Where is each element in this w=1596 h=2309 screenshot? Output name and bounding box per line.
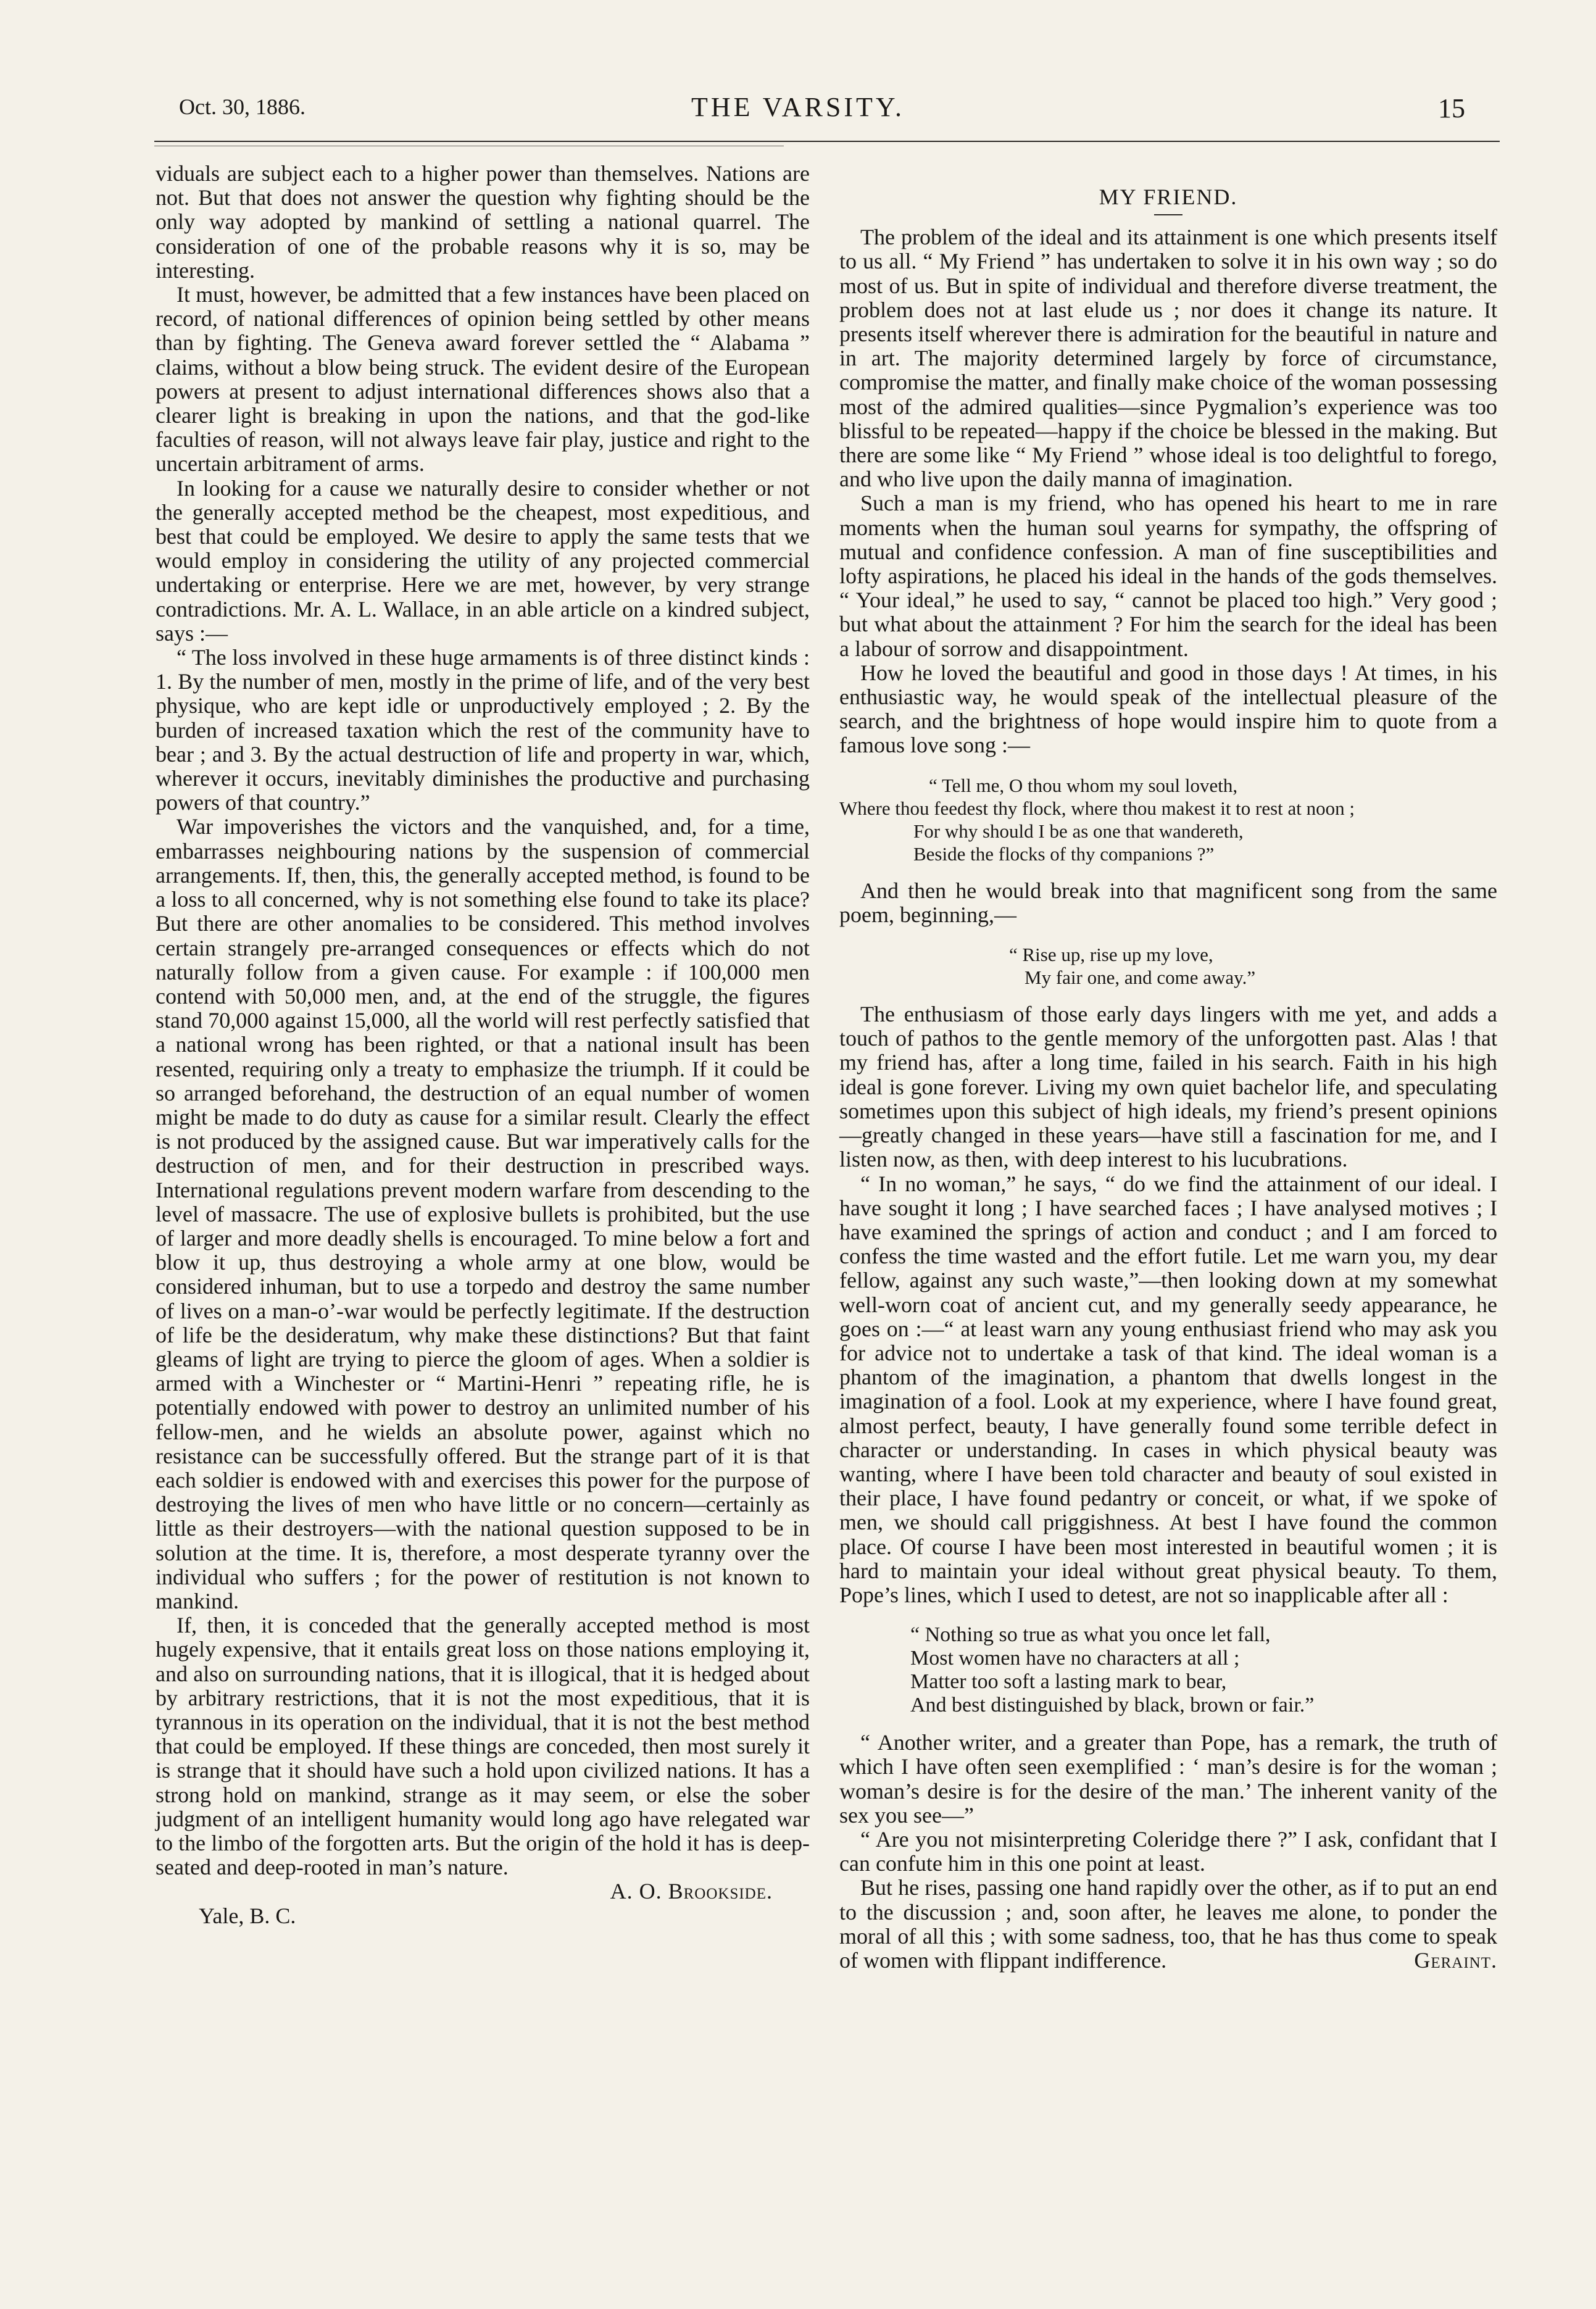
paragraph: viduals are subject each to a higher power than themselves. Nations are not. But that does not answer the question why fighting should be the only way adopted by mankind of settling a national quarrel. The consideration of one of the probable reasons why it is so, may be interesting. [156,161,810,283]
paragraph: “ Another writer, and a greater than Pope, has a remark, the truth of which I have often seen exemplified : ‘ man’s desire is for the woman ; woman’s desire is for the desire of the man.’ The inherent vanity of the sex you see—” [839,1730,1497,1828]
right-column [839,162,1497,1973]
article-author: A. O. Brookside. [610,1879,773,1904]
article-signature: Geraint. [1414,1947,1497,1973]
paragraph: The problem of the ideal and its attainment is one which presents itself to us all. “ My Friend ” has undertaken to solve it in his own way ; so do most of us. But in spite of individual and therefore diverse treatment, the problem does not at last elude us ; nor does it change its nature. It presents itself wherever there is admiration for the beautiful in nature and in art. The majority determined largely by force of circumstance, compromise the matter, and finally make choice of the woman possessing most of the admired qualities—since Pygmalion’s experience was too blissful to be repeated—happy if the choice be blessed in the making. But there are some like “ My Friend ” whose ideal is too delightful to forego, and who live upon the daily manna of imagination. [839,225,1497,492]
article-place: Yale, B. C. [199,1903,296,1928]
poem-line: “ Nothing so true as what you once let fall, [910,1623,1271,1647]
poem-line: And best distinguished by black, brown or fair.” [910,1694,1315,1717]
issue-date: Oct. 30, 1886. [179,94,305,119]
poem-line: Beside the flocks of thy companions ?” [913,842,1215,865]
left-column [156,162,810,1928]
paragraph: The enthusiasm of those early days lingers with me yet, and adds a touch of pathos to the gentle memory of the unforgotten past. Alas ! that my friend has, after a long time, failed in his search. Faith in his high ideal is gone forever. Living my own quiet bachelor life, and speculating sometimes upon this subject of high ideals, my friend’s present opinions—greatly changed in these years—have still a fascination for me, and I listen now, as then, with deep interest to his lucubrations. [839,1002,1497,1172]
final-paragraph [839,1876,1497,1973]
poem-line: “ Tell me, O thou whom my soul loveth, [929,774,1238,796]
poem-line: “ Rise up, rise up my love, [1009,944,1213,966]
final-paragraph-text: But he rises, passing one hand rapidly over the other, as if to put an end to the discussion ; and, soon after, he leaves me alone, to ponder the moral of all this ; with some sadness, too, that he has thus come to speak of women with flippant indifference. [839,1875,1497,1973]
header-rule [154,141,1500,142]
paragraph: It must, however, be admitted that a few instances have been placed on record, of national differences of opinion being settled by other means than by fighting. The Geneva award forever settled the “ Alabama ” claims, without a blow being struck. The evident desire of the European powers at present to adjust international differences shows also that a clearer light is breaking in upon the nations, and that the god-like faculties of reason, will not always leave fair play, justice and right to the uncertain arbitrament of arms. [156,282,810,476]
poem-quote [839,1623,1497,1717]
paragraph: If, then, it is conceded that the generally accepted method is most hugely expensive, that it entails great loss on those nations employing it, and also on surrounding nations, that it is illogical, that it is hedged about by arbitrary restrictions, that it is not the most expeditious, that it is tyrannous in its operation on the individual, that it is not the best method that could be employed. If these things are conceded, then most surely it is strange that it should have such a hold upon civilized nations. It has a strong hold on mankind, strange as it may seem, or else the sober judgment of an intelligent humanity would long ago have relegated war to the limbo of the forgotten arts. But the origin of the hold it has is deep-seated and deep-rooted in man’s nature. [156,1613,810,1880]
paragraph: “ In no woman,” he says, “ do we find the attainment of our ideal. I have sought it long ; I have searched faces ; I have analysed motives ; I have examined the springs of action and conduct ; and I am forced to confess the time wasted and the effort futile. Let me warn you, my dear fellow, against any such waste,”—then looking down at my somewhat well-worn coat of ancient cut, and my generally seedy appearance, he goes on :—“ at least warn any young enthusiast friend who may ask you for advice not to undertake a task of that kind. The ideal woman is a phantom of the imagination, a phantom that dwells longest in the imagination of a fool. Look at my experience, where I have found great, almost perfect, beauty, I have generally found some terrible defect in character or understanding. In cases in which physical beauty was wanting, where I have been told character and beauty of soul existed in their place, I have found pedantry or conceit, or what, if we spoke of men, we should call priggishness. At best I have found the common place. Of course I have been most interested in beautiful women ; it is hard to maintain your ideal without great physical beauty. To them, Pope’s lines, which I used to detest, are not so inapplicable after all : [839,1171,1497,1607]
article-title: MY FRIEND. [1099,185,1238,209]
poem-line: Where thou feedest thy flock, where thou makest it to rest at noon ; [839,797,1355,819]
paragraph: “ Are you not misinterpreting Coleridge there ?” I ask, confidant that I can confute him in this one point at least. [839,1826,1497,1876]
poem-quote [839,943,1497,989]
title-rule [1154,214,1182,215]
poem-line: Matter too soft a lasting mark to bear, [910,1670,1227,1694]
poem-line: For why should I be as one that wandereth, [913,820,1244,842]
page-number: 15 [1438,93,1465,123]
page-header [0,0,1596,160]
paragraph: War impoverishes the victors and the vanquished, and, for a time, embarrasses neighbouring nations by the suspension of commercial arrangements. If, then, this, the generally accepted method, is found to be a loss to all concerned, why is not something else found to take its place? But there are other anomalies to be considered. This method involves certain strangely pre-arranged consequences or effects which do not naturally follow from a given cause. For example : if 100,000 men contend with 50,000 men, and, at the end of the struggle, the figures stand 70,000 against 15,000, all the world will rest perfectly satisfied that a national wrong has been righted, or that a national insult has been resented, requiring only a treaty to emphasize the triumph. If it could be so arranged beforehand, the destruction of an equal number of women might be made to do duty as cause for a similar result. Clearly the effect is not produced by the assigned cause. But war imperatively calls for the destruction of men, and for their destruction in prescribed ways. International regulations prevent modern warfare from descending to the level of massacre. The use of explosive bullets is prohibited, but the use of larger and more deadly shells is encouraged. To mine below a fort and blow it up, thus destroying a whole army at one blow, would be considered inhuman, but to use a torpedo and destroy the same number of lives on a man-o’-war would be perfectly legitimate. If the destruction of life be the desideratum, why make these distinctions? But that faint gleams of light are trying to pierce the gloom of ages. When a soldier is armed with a Winchester or “ Martini-Henri ” repeating rifle, he is potentially endowed with power to destroy an unlimited number of his fellow-men, and he wields an absolute power, against which no resistance can be successfully offered. But the strange part of it is that each soldier is endowed with and exercises this power for the purpose of destroying the lives of men who have little or no concern—certainly as little as their destroyers—with the national question supposed to be in solution at the time. It is, therefore, a most desperate tyranny over the individual who suffers ; for the power of restitution is not known to mankind. [156,814,810,1613]
quoted-paragraph: “ The loss involved in these huge armaments is of three distinct kinds : 1. By the number of men, mostly in the prime of life, and of the very best physique, who are kept idle or unproductively employed ; 2. By the burden of increased taxation which the rest of the community have to bear ; and 3. By the actual destruction of life and property in war, which, wherever it occurs, inevitably diminishes the productive and purchasing powers of that country.” [156,645,810,815]
paragraph: And then he would break into that magnificent song from the same poem, beginning,— [839,878,1497,927]
poem-quote [839,774,1497,865]
poem-line: Most women have no characters at all ; [910,1647,1240,1670]
paragraph: In looking for a cause we naturally desire to consider whether or not the generally accepted method be the cheapest, most expeditious, and best that could be employed. We desire to apply the same tests that we would employ in considering the utility of any projected commercial undertaking or enterprise. Here we are met, however, by very strange contradictions. Mr. A. L. Wallace, in an able article on a kindred subject, says :— [156,475,810,646]
masthead-title: THE VARSITY. [691,92,905,122]
poem-line: My fair one, and come away.” [1025,967,1256,989]
paragraph: Such a man is my friend, who has opened his heart to me in rare moments when the human soul yearns for sympathy, the offspring of mutual and confidence confession. A man of fine susceptibilities and lofty aspirations, he placed his ideal in the hands of the gods themselves. “ Your ideal,” he used to say, “ cannot be placed too high.” Very good ; but what about the attainment ? For him the search for the ideal has been a labour of sorrow and disappointment. [839,491,1497,661]
paragraph: How he loved the beautiful and good in those days ! At times, in his enthusiastic way, he would speak of the intellectual pleasure of the search, and the brightness of hope would inspire him to quote from a famous love song :— [839,660,1497,758]
